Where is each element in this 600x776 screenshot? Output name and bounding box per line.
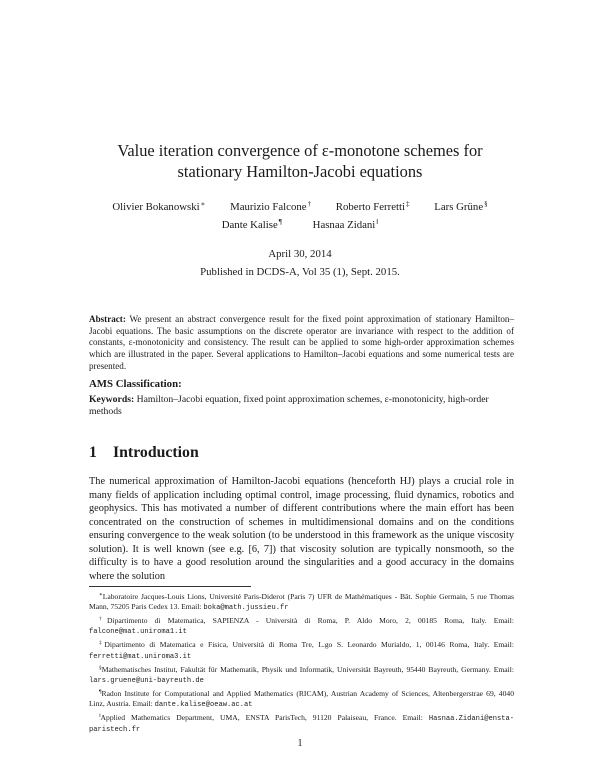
footnote	[89, 663, 514, 687]
footnote-email[interactable]: boka@math.jussieu.fr	[203, 604, 289, 613]
footnote-text: Mathematisches Institut, Fakultät für Mathematik, Physik und Informatik, Universität Bayreuth, 95440 Bayreuth, Germany. Email:	[101, 664, 514, 674]
author-name: Dante Kalise	[221, 219, 278, 231]
author-mark: §	[484, 200, 488, 208]
section-title: Introduction	[113, 444, 199, 461]
section-heading	[89, 444, 514, 462]
footnote	[89, 590, 514, 614]
footnote-email[interactable]: Hasnaa.Zidani@ensta-paristech.fr	[89, 714, 514, 735]
footnote-mark: †	[99, 616, 108, 623]
footnote	[89, 638, 514, 662]
intro-paragraph: The numerical approximation of Hamilton-Jacobi equations (henceforth HJ) plays a crucial role in many fields of application including optimal control, image processing, fluid dynamics, robotics and geophysics. This has motivated a number of different contributions where the main effort has been concentrated on the construction of schemes in multidimensional domains and on the conditions ensuring convergence to the weak solution (to be understood in this framework as the unique viscosity solution). It is well known (see e.g. [6, 7]) that viscosity solution are typically nonsmooth, so the difficulty is to have a good resolution around the singularities and a good accuracy in the domains where the solution	[89, 476, 514, 582]
footnote-email[interactable]: ferretti@mat.uniroma3.it	[89, 652, 192, 661]
section-number: 1	[89, 444, 97, 461]
paper-date: April 30, 2014	[268, 248, 332, 260]
footnote-text: Dipartimento di Matematica, SAPIENZA - Università di Roma, P. Aldo Moro, 2, 00185 Roma, Italy. Email:	[107, 616, 515, 626]
abstract-label: Abstract:	[89, 314, 126, 324]
footnote-text: Dipartimento di Matematica e Fisica, Università di Roma Tre, L.go S. Leonardo Murialdo, 1, 00146 Roma, Italy. Email:	[104, 640, 515, 650]
authors-row-2	[0, 218, 600, 231]
ams-classification-heading: AMS Classification:	[89, 378, 182, 390]
author-kalise	[222, 218, 282, 231]
footnote-text: Radon Institute for Computational and Applied Mathematics (RICAM), Austrian Academy of Sciences, Altenbergerstrae 69, 4040 Linz, Austria. Email:	[89, 688, 514, 709]
author-ferretti	[336, 200, 410, 213]
author-name: Lars Grüne	[434, 201, 484, 213]
author-mark: †	[307, 200, 312, 208]
title-line-1: Value iteration convergence of ε-monotone schemes for	[117, 141, 483, 160]
author-gruene	[434, 200, 487, 213]
publication-info: Published in DCDS-A, Vol 35 (1), Sept. 2015.	[200, 266, 400, 278]
paper-title	[0, 140, 600, 182]
footnote	[89, 614, 514, 638]
abstract	[89, 314, 514, 373]
author-zidani	[313, 218, 379, 231]
author-name: Roberto Ferretti	[335, 201, 406, 213]
author-name: Olivier Bokanowski	[112, 201, 200, 213]
author-falcone	[230, 200, 311, 213]
keywords	[89, 394, 514, 419]
footnote-mark: ‡	[99, 640, 105, 647]
page-number: 1	[297, 738, 303, 749]
keywords-text: Hamilton–Jacobi equation, fixed point approximation schemes, ε-monotonicity, high-order methods	[89, 394, 489, 418]
author-bokanowski	[112, 200, 205, 213]
footnote-email[interactable]: lars.gruene@uni-bayreuth.de	[89, 676, 204, 685]
footnote	[89, 687, 514, 711]
author-name: Hasnaa Zidani	[312, 219, 376, 231]
footnote-email[interactable]: falcone@mat.uniroma1.it	[89, 628, 187, 637]
footnote-text: Applied Mathematics Department, UMA, ENSTA ParisTech, 91120 Palaiseau, France. Email:	[100, 712, 423, 722]
footnote	[89, 711, 514, 736]
authors-row-1	[0, 200, 600, 213]
footnote-rule	[89, 586, 251, 587]
footnote-mark: ∗	[99, 592, 103, 598]
abstract-text: We present an abstract convergence result for the fixed point approximation of stationary Hamilton–Jacobi equations. The basic assumptions on the discrete operator are invariance with respect to the addition of constants, ε-monotonicity and consistency. The result can be applied to some high-order approximation schemes which are illustrated in the paper. Several applications to Hamilton–Jacobi equations and some numerical tests are presented.	[89, 314, 514, 371]
author-mark: ∗	[200, 200, 206, 208]
keywords-label: Keywords:	[89, 394, 135, 405]
footnote-mark: §	[99, 664, 102, 671]
author-mark: ‖	[376, 218, 379, 226]
author-mark: ¶	[278, 218, 282, 226]
footnote-mark: ¶	[99, 688, 102, 695]
author-name: Maurizio Falcone	[230, 201, 307, 213]
footnote-email[interactable]: dante.kalise@oeaw.ac.at	[154, 701, 253, 710]
footnote-mark: ‖	[99, 712, 101, 719]
footnote-text: Laboratoire Jacques-Louis Lions, Université Paris-Diderot (Paris 7) UFR de Mathématiques - Bât. Sophie Germain, 5 rue Thomas Mann, 75205 Paris Cedex 13. Email:	[89, 592, 514, 612]
author-mark: ‡	[406, 200, 410, 208]
title-line-2: stationary Hamilton-Jacobi equations	[177, 162, 423, 181]
footnotes	[89, 590, 514, 736]
